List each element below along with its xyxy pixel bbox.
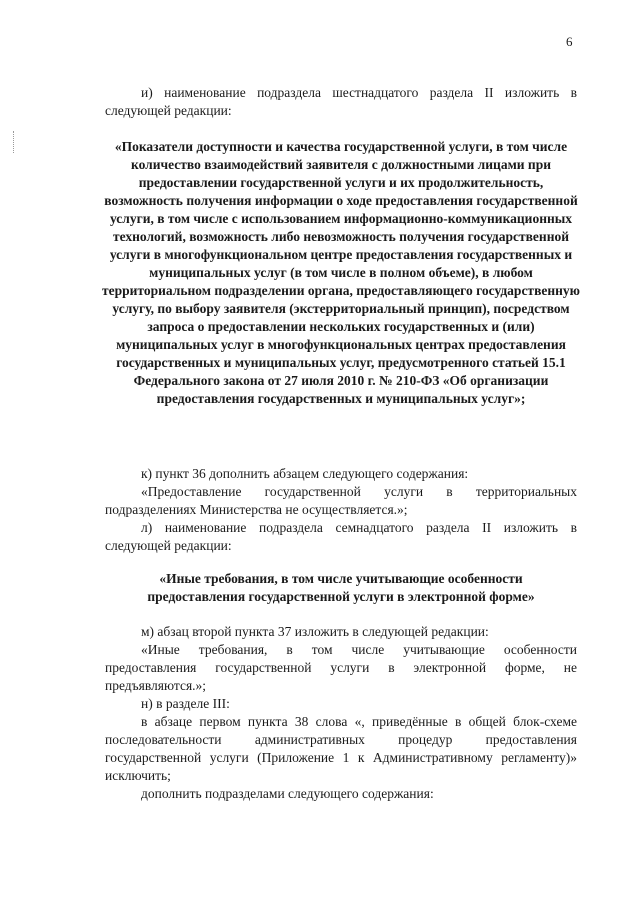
paragraph-n: н) в разделе III: [141,696,230,711]
paragraph-l: л) наименование подраздела семнадцатого раздела II изложить в следующей редакции: [105,520,577,553]
paragraph-n-1: в абзаце первом пункта 38 слова «, приведённые в общей блок-схеме последовательности административных процедур предоставления государственной услуги (Приложение 1 к Административному регламенту)» исключить; [105,714,577,783]
paragraph-i: и) наименование подраздела шестнадцатого раздела II изложить в следующей редакции: [105,85,577,118]
paragraph-k: к) пункт 36 дополнить абзацем следующего содержания: [141,466,469,481]
paragraph-m: м) абзац второй пункта 37 изложить в следующей редакции: [141,624,489,639]
heading-other-requirements: «Иные требования, в том числе учитывающие особенности предоставления государственной услуги в электронной форме» [147,571,535,604]
page-number: 6 [566,34,573,49]
heading-accessibility-indicators: «Показатели доступности и качества государственной услуги, в том числе количество взаимодействий заявителя с должностными лицами при предоставлении государственной услуги и их продолжительность, возможность получения информации о ходе предоставления государственной услуги, в том числе с использованием информационно-коммуникационных технологий, возможность либо невозможность получения государственной услуги в многофункциональном центре предоставления государственных и муниципальных услуг (в том числе в полном объеме), в любом территориальном подразделении органа, предоставляющего государственную услугу, по выбору заявителя (экстерриториальный принцип), посредством запроса о предоставлении нескольких государственных и (или) муниципальных услуг в многофункциональных центрах предоставления государственных и муниципальных услуг, предусмотренного статьей 15.1 Федерального закона от 27 июля 2010 г. № 210-ФЗ «Об организации предоставления государственных и муниципальных услуг»; [102,139,580,406]
paragraph-n-2: дополнить подразделами следующего содержания: [141,786,434,801]
binding-marks [13,131,16,153]
paragraph-m-quote: «Иные требования, в том числе учитывающие особенности предоставления государственной услуги в электронной форме, не предъявляются.»; [105,642,577,693]
paragraph-k-quote: «Предоставление государственной услуги в территориальных подразделениях Министерства не осуществляется.»; [105,484,577,517]
